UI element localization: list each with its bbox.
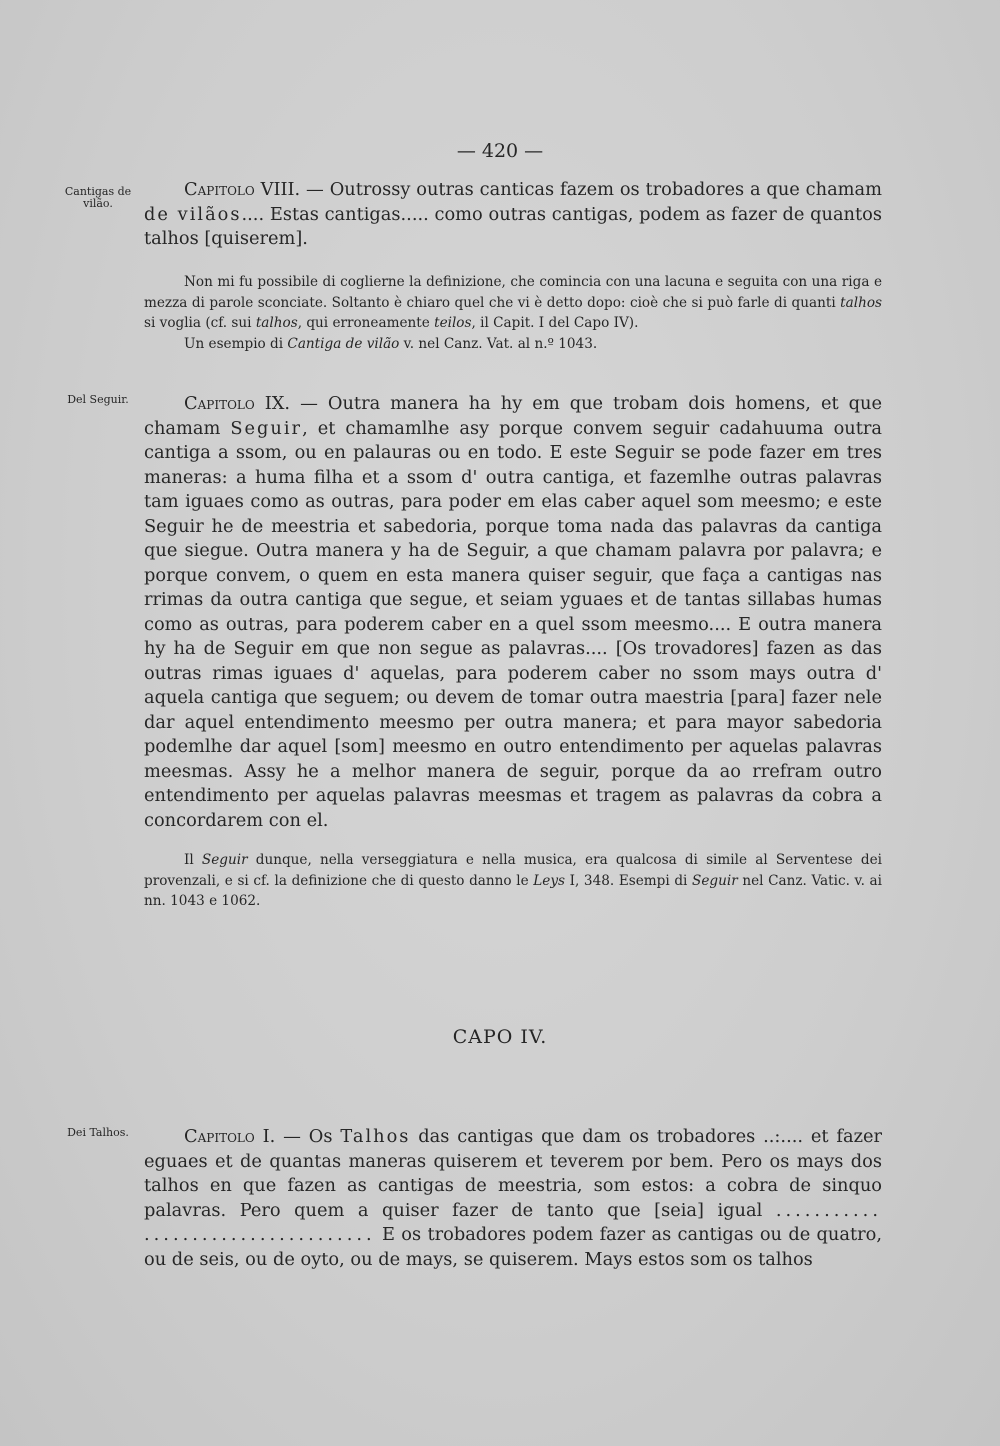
note-2-text-4: nel Canz. Vatic. v. ai nn. 1043 e 1062. — [144, 872, 882, 909]
note-2-text-2: dunque, nella verseggiatura e nella musica, era qualcosa di simile al Serventese dei provenzali, e si cf. la definizione che di questo danno le — [144, 852, 882, 889]
note-2-italic-1: Seguir — [201, 852, 248, 868]
note-1-italic-1: talhos — [840, 294, 882, 311]
chapter-1-text-3: E os trobadores podem fazer as cantigas ou de quatro, ou de seis, ou de oyto, ou de mays, se quiserem. Mays estos som os talhos — [144, 1224, 882, 1270]
margin-note-cantigas: Cantigas de vilão. — [64, 185, 132, 210]
chapter-9-spaced-term: Seguir — [230, 417, 303, 439]
chapter-1-text-1: — Os — [275, 1126, 341, 1147]
note-1-text-4: , il Capit. I del Capo IV). — [471, 315, 639, 331]
note-1 — [144, 272, 882, 354]
note-1-italic-3: teilos — [434, 315, 472, 331]
chapter-1-label: Capitolo I. — [184, 1126, 276, 1147]
margin-note-talhos: Dei Talhos. — [67, 1126, 129, 1139]
chapter-1-dots-1: ........... — [775, 1199, 882, 1221]
note-1-line-2-italic: Cantiga de vilão — [287, 335, 400, 352]
note-2 — [144, 850, 882, 912]
chapter-9-text-1: — Outra manera ha hy em que trobam dois homens, et que chamam — [144, 393, 882, 439]
chapter-1-dots-2: ........................ — [144, 1224, 376, 1245]
note-2-italic-2: Leys — [533, 872, 565, 889]
page-number: — 420 — — [456, 140, 544, 162]
note-1-line-2-text-1: Un esempio di — [184, 335, 288, 352]
note-2-text-3: I, 348. Esempi di — [564, 872, 693, 889]
note-1-italic-2: talhos — [255, 315, 298, 331]
chapter-9-label: Capitolo IX. — [184, 393, 291, 414]
chapter-1-spaced-term: Talhos — [340, 1126, 411, 1147]
capo-heading: CAPO IV. — [452, 1026, 548, 1048]
chapter-8-text-1: — Outrossy outras canticas fazem os trobadores a que chamam — [300, 179, 882, 200]
chapter-9-paragraph — [144, 392, 882, 833]
chapter-8-spaced-term: de vilãos — [144, 203, 242, 225]
note-2-italic-3: Seguir — [692, 872, 738, 889]
margin-note-seguir: Del Seguir. — [67, 393, 129, 406]
chapter-8-text-2: .... Estas cantigas..... como outras cantigas, podem as fazer de quantos talhos [quiserem]. — [144, 203, 882, 249]
chapter-8-paragraph — [144, 178, 882, 252]
note-1-text-2: si voglia (cf. sui — [144, 315, 256, 331]
chapter-8-label: Capitolo VIII. — [184, 179, 301, 200]
chapter-9-text-2: , et chamamlhe asy porque convem seguir cadahuuma outra cantiga a ssom, ou en palauras ou en todo. E este Seguir se pode fazer em tres maneras: a huma filha et a ssom d' outra cantiga, et fazemlhe outras palavras tam iguaes como as outras, para poder em elas caber aquel som meesmo; e este Seguir he de meestria et sabedoria, porque toma nada das palavras da cantiga que siegue. Outra manera y ha de Seguir, a que chamam palavra por palavra; e porque convem, o quem en esta manera quiser seguir, que faça a cantigas nas rrimas da outra cantiga que segue, et seiam yguaes et de tantas sillabas humas como as outras, para poderem caber en a quel ssom meesmo.... E outra manera hy ha de Seguir em que non segue as palavras.... [Os trovadores] fazen as das outras rimas iguaes d' aquelas, para poderem caber no ssom mays outra d' aquela cantiga que seguem; ou devem de tomar outra maestria [para] fazer nele dar aquel entendimento meesmo per outra manera; et para mayor sabedoria podemlhe dar aquel [som] meesmo en outro entendimento per aquelas palavras meesmas. Assy he a melhor manera de seguir, porque da ao rrefram outro entendimento per aquelas palavras meesmas et tragem as palavras da cobra a concordarem con el. — [144, 417, 882, 831]
chapter-1-paragraph — [144, 1125, 882, 1272]
note-1-text-3: , qui erroneamente — [297, 315, 435, 331]
note-1-text-1: Non mi fu possibile di coglierne la definizione, che comincia con una lacuna e seguita con una riga e mezza di parole sconciate. Soltanto è chiaro quel che vi è detto dopo: cioè che si può farle di quanti — [144, 274, 882, 311]
chapter-1-text-2: das cantigas que dam os trobadores ..:.... et fazer eguaes et de quantas maneras quiserem et teverem por bem. Pero os mays dos talhos en que fazen as cantigas de meestria, som estos: a cobra de sinquo palavras. Pero quem a quiser fazer de tanto que [seia] igual — [144, 1126, 882, 1221]
note-2-text-1: Il — [184, 852, 202, 868]
note-1-line-2-text-2: v. nel Canz. Vat. al n.º 1043. — [399, 335, 598, 352]
